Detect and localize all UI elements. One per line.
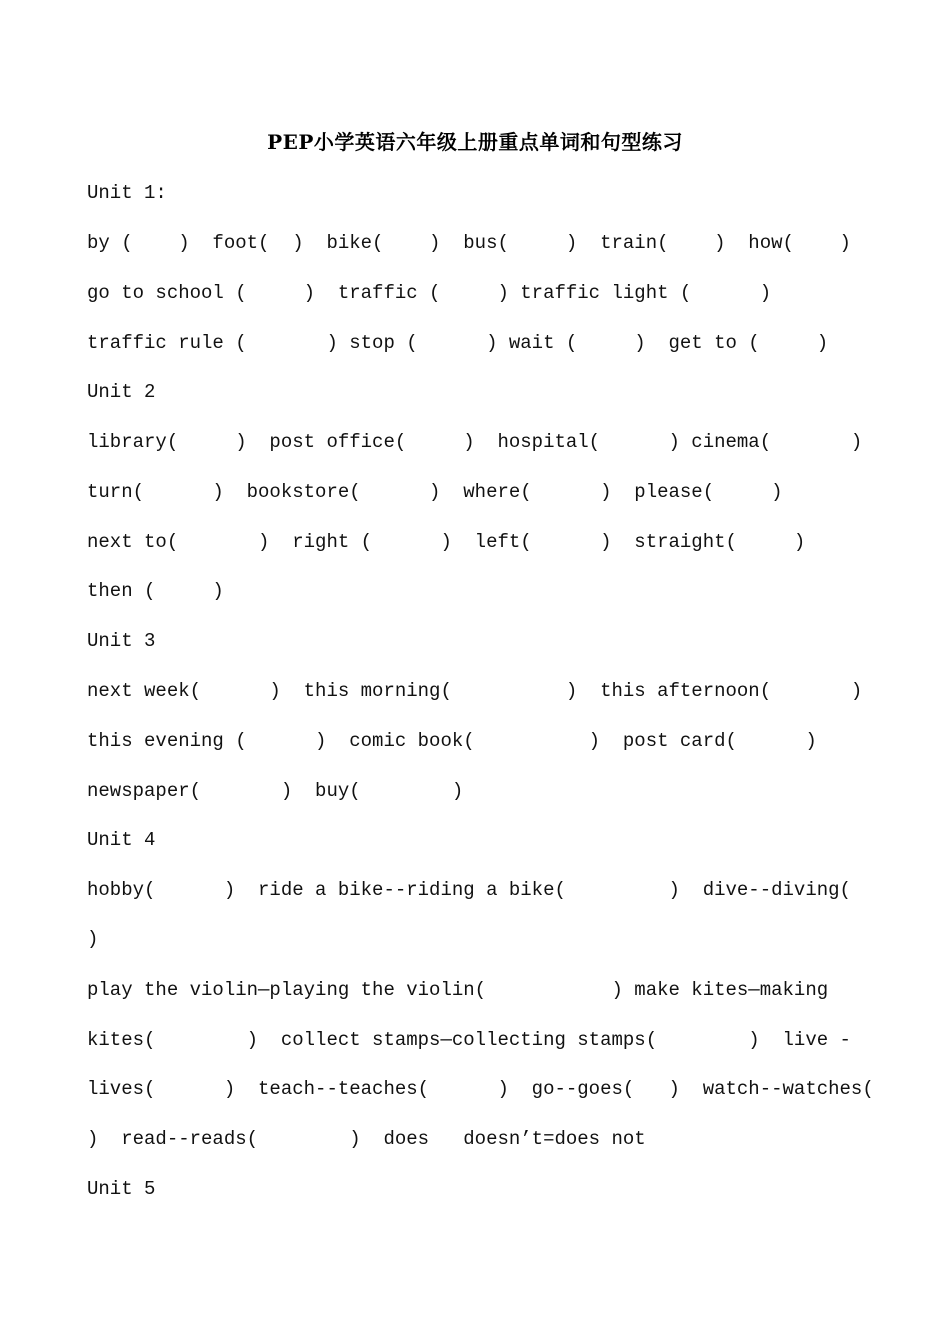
text-line: play the violin—playing the violin( ) make kites—making: [87, 979, 829, 1001]
text-line: ): [87, 928, 99, 950]
text-line: ) read--reads( ) does doesn’t=does not: [87, 1128, 646, 1150]
unit-4-heading: Unit 4: [87, 829, 156, 851]
text-line: go to school ( ) traffic ( ) traffic light ( ): [87, 282, 772, 304]
text-line: then ( ): [87, 580, 224, 602]
unit-2-heading: Unit 2: [87, 381, 156, 403]
text-line: this evening ( ) comic book( ) post card( ): [87, 730, 817, 752]
text-line: turn( ) bookstore( ) where( ) please( ): [87, 481, 783, 503]
text-line: next to( ) right ( ) left( ) straight( ): [87, 531, 806, 553]
unit-1-heading: Unit 1:: [87, 182, 167, 204]
text-line: library( ) post office( ) hospital( ) cinema( ): [87, 431, 863, 453]
text-line: hobby( ) ride a bike--riding a bike( ) dive--diving(: [87, 879, 851, 901]
unit-3-heading: Unit 3: [87, 630, 156, 652]
text-line: next week( ) this morning( ) this afternoon( ): [87, 680, 863, 702]
unit-5-heading: Unit 5: [87, 1178, 156, 1200]
text-line: kites( ) collect stamps—collecting stamps( ) live -: [87, 1029, 851, 1051]
text-line: lives( ) teach--teaches( ) go--goes( ) watch--watches(: [87, 1078, 874, 1100]
text-line: traffic rule ( ) stop ( ) wait ( ) get to ( ): [87, 332, 829, 354]
text-line: by ( ) foot( ) bike( ) bus( ) train( ) how( ): [87, 232, 851, 254]
text-line: newspaper( ) buy( ): [87, 780, 464, 802]
page-title: PEP小学英语六年级上册重点单词和句型练习: [267, 130, 683, 154]
